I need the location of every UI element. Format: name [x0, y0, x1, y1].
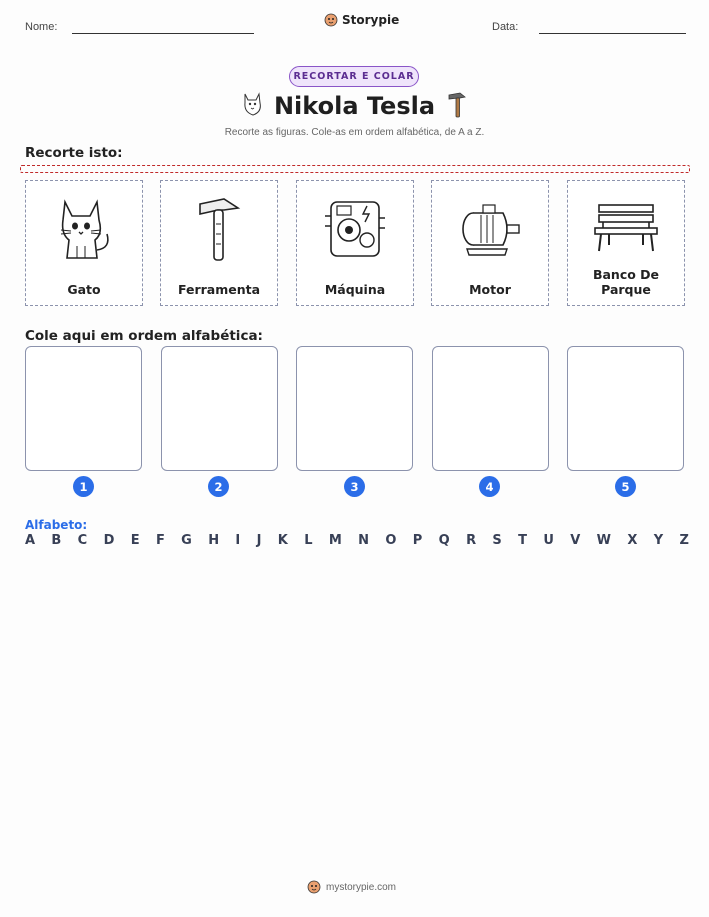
- alphabet-letter: C: [77, 533, 88, 548]
- footer: [307, 880, 396, 894]
- page-title: Nikola Tesla: [273, 92, 436, 120]
- alphabet-letter: Y: [653, 533, 664, 548]
- alphabet-letter: N: [358, 533, 370, 548]
- alphabet-letter: B: [51, 533, 62, 548]
- cut-line: [20, 165, 690, 173]
- alphabet-letter: E: [130, 533, 140, 548]
- alphabet-letter: O: [385, 533, 397, 548]
- alphabet-letter: F: [155, 533, 165, 548]
- alphabet-label: Alfabeto:: [25, 518, 88, 532]
- cut-card-maquina[interactable]: [296, 180, 414, 306]
- paste-slot-1[interactable]: [25, 346, 142, 471]
- card-label: Máquina: [324, 282, 386, 297]
- card-label: Motor: [469, 282, 511, 297]
- alphabet-letter: S: [492, 533, 502, 548]
- alphabet-letter: U: [543, 533, 554, 548]
- alphabet-letter: L: [304, 533, 313, 548]
- date-label: Data:: [492, 21, 519, 33]
- date-line[interactable]: [539, 33, 686, 34]
- alphabet-letter: Z: [679, 533, 689, 548]
- paste-section-label: Cole aqui em ordem alfabética:: [25, 328, 263, 344]
- motor-icon: [457, 199, 523, 259]
- slot-number-2: 2: [208, 476, 229, 497]
- alphabet-letter: D: [103, 533, 115, 548]
- alphabet-letter: H: [208, 533, 220, 548]
- storypie-mascot-icon: [307, 880, 321, 894]
- alphabet-letter: K: [277, 533, 288, 548]
- alphabet-letter: W: [596, 533, 612, 548]
- instructions: Recorte as figuras. Cole-as em ordem alfabética, de A a Z.: [224, 127, 485, 138]
- hammer-icon: [194, 194, 244, 264]
- cut-card-banco-de-parque[interactable]: [567, 180, 685, 306]
- paste-slot-4[interactable]: [432, 346, 549, 471]
- alphabet-letter: A: [25, 533, 36, 548]
- slot-number-3: 3: [344, 476, 365, 497]
- alphabet-letter: R: [466, 533, 477, 548]
- alphabet-letter: M: [328, 533, 342, 548]
- alphabet-letter: V: [570, 533, 581, 548]
- paste-slot-2[interactable]: [161, 346, 278, 471]
- alphabet-letter: X: [627, 533, 638, 548]
- card-label: Ferramenta: [177, 282, 261, 297]
- card-label: Banco De Parque: [592, 267, 660, 297]
- paste-slot-3[interactable]: [296, 346, 413, 471]
- alphabet-letter: P: [412, 533, 423, 548]
- paste-slot-5[interactable]: [567, 346, 684, 471]
- cat-icon: [53, 196, 115, 262]
- slot-number-1: 1: [73, 476, 94, 497]
- alphabet-letter: Q: [438, 533, 450, 548]
- alphabet-letter: I: [235, 533, 241, 548]
- alphabet-letter: T: [518, 533, 528, 548]
- cut-section-label: Recorte isto:: [25, 145, 123, 161]
- hammer-icon: [446, 90, 468, 120]
- bench-icon: [591, 201, 661, 257]
- brand-logo: [324, 13, 399, 27]
- storypie-mascot-icon: [324, 13, 338, 27]
- footer-url[interactable]: mystorypie.com: [326, 881, 397, 893]
- name-label: Nome:: [25, 21, 58, 33]
- alphabet-letter: J: [256, 533, 262, 548]
- cut-card-ferramenta[interactable]: [160, 180, 278, 306]
- activity-badge: RECORTAR E COLAR: [289, 66, 419, 87]
- alphabet-row: [25, 533, 689, 548]
- cut-card-motor[interactable]: [431, 180, 549, 306]
- machine-icon: [323, 196, 387, 262]
- slot-number-4: 4: [479, 476, 500, 497]
- name-line[interactable]: [72, 33, 254, 34]
- card-label: Gato: [67, 282, 101, 297]
- alphabet-letter: G: [181, 533, 192, 548]
- slot-number-5: 5: [615, 476, 636, 497]
- brand-name: Storypie: [342, 13, 400, 27]
- cut-card-gato[interactable]: [25, 180, 143, 306]
